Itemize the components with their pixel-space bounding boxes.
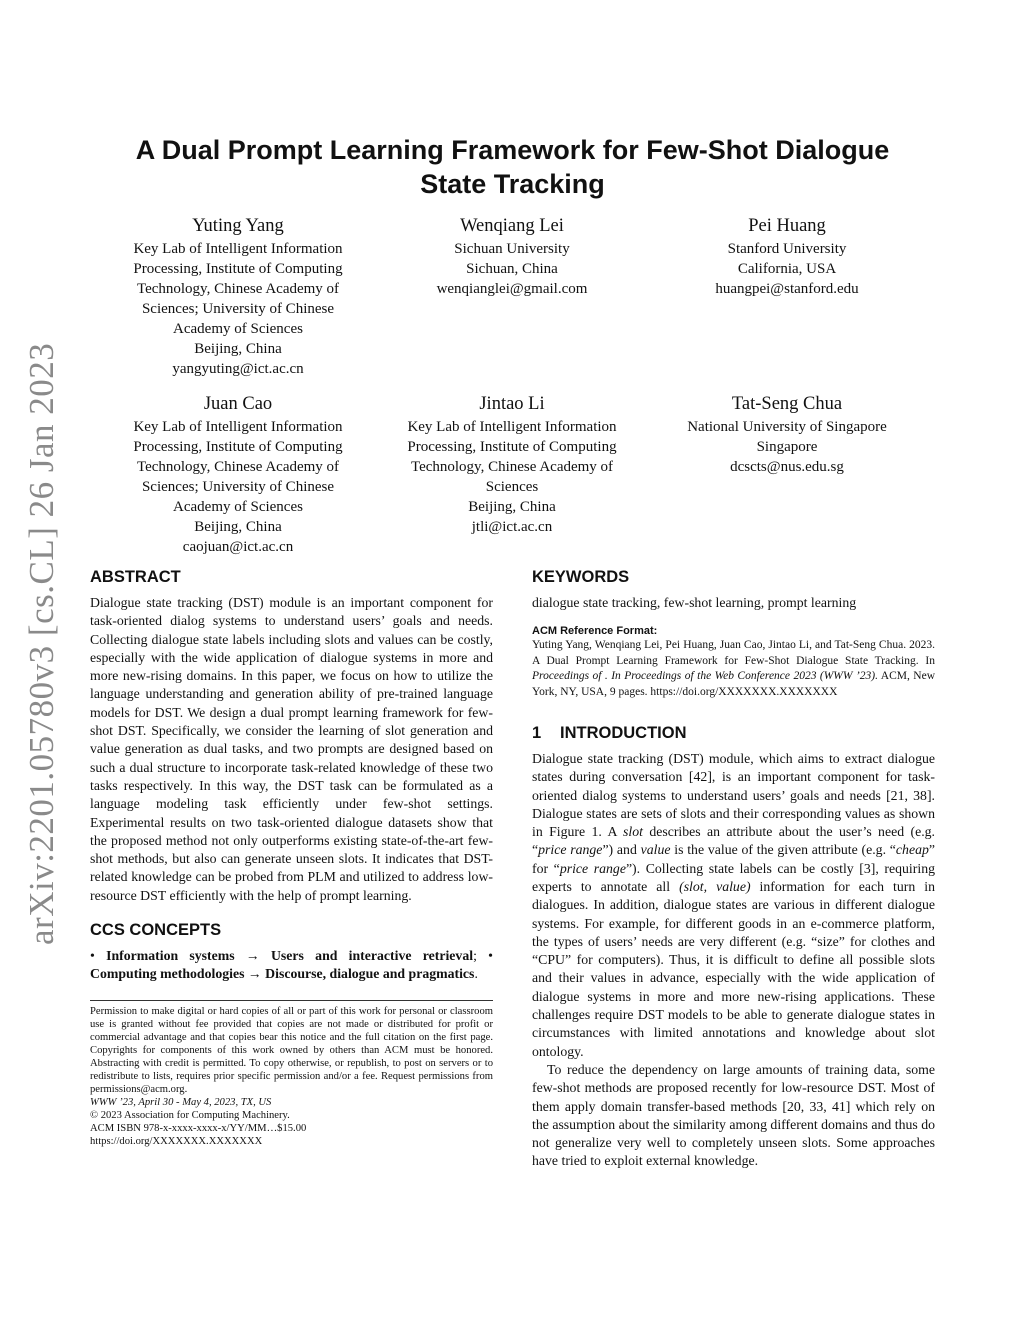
affiliation-line: Academy of Sciences: [173, 499, 303, 515]
affiliation-line: Beijing, China: [194, 519, 282, 535]
text-run: information for each turn in dialogues. In addition, dialogue states are various in different dialogue systems. For example, for different goods in an e-commerce platform, the types of users’ needs are very different (e.g. “size” for clothes and “CPU” for computers). Thus, it is difficult to define all possible slots and their values in advance, especially with the wide application of dialogue systems in more and more new-rising applications. These challenges require DST models to be able to generate dialogue states in circumstances with limited annotations and knowledge about slot ontology.: [532, 879, 935, 1059]
ccs-separator: ;: [473, 948, 477, 964]
author-name: Yuting Yang: [192, 216, 284, 236]
italic-term: value: [640, 842, 671, 858]
ccs-item-2: Computing methodologies: [90, 966, 245, 982]
affiliation-line: Technology, Chinese Academy of: [410, 459, 614, 475]
title-line-2: State Tracking: [420, 169, 605, 199]
affiliation-line: California, USA: [737, 261, 837, 277]
affiliation-line: Processing, Institute of Computing: [407, 439, 617, 455]
abstract-heading: ABSTRACT: [90, 568, 181, 586]
text-run: is the value of the given attribute (e.g. “: [670, 842, 896, 858]
author-block-juan-cao: [98, 392, 378, 557]
affiliation-line: Sichuan University: [454, 241, 570, 257]
italic-term: price range: [559, 860, 626, 876]
author-email[interactable]: caojuan@ict.ac.cn: [182, 539, 294, 555]
section-number: 1: [532, 723, 542, 742]
acm-reference-part: ACM, New York, NY, USA, 9 pages. https://doi.org/XXXXXXX.XXXXXXX: [532, 670, 935, 698]
affiliation-line: National University of Singapore: [687, 419, 887, 435]
isbn-line: ACM ISBN 978-x-xxxx-xxxx-x/YY/MM…$15.00: [90, 1122, 307, 1134]
arrow-icon: →: [247, 966, 262, 982]
author-block-jintao-li: [372, 392, 652, 537]
left-column: [90, 566, 493, 1148]
introduction-heading: [532, 722, 935, 744]
affiliation-line: Stanford University: [727, 241, 847, 257]
affiliation-line: Academy of Sciences: [173, 321, 303, 337]
ccs-bullet: •: [488, 948, 494, 964]
affiliation-line: Sichuan, China: [466, 261, 558, 277]
author-name: Pei Huang: [748, 216, 826, 236]
italic-term: slot: [623, 824, 643, 840]
author-email[interactable]: huangpei@stanford.edu: [715, 281, 859, 297]
abstract-text: Dialogue state tracking (DST) module is an important component for task-oriented dialog systems to understand users’ goals and needs. Collecting dialogue state labels including slots and values can be costly, especially with the wide application of dialogue systems in more and more new-rising domains. In this paper, we focus on how to utilize the language understanding and generation ability of pre-trained language models for DST. We design a dual prompt learning framework for few-shot DST. Specifically, we consider the learning of slot generation and value generation as dual tasks, and two prompts are designed based on such a dual structure to incorporate task-related knowledge of these two tasks respectively. In this way, the DST task can be formulated as a language modeling task efficiently under few-shot settings. Experimental results on two task-oriented dialogue datasets show that the proposed method not only outperforms existing state-of-the-art few-shot methods, but also can generate unseen slots. It indicates that DST-related knowledge can be probed from PLM and utilized to address low-resource DST efficiently with the help of prompt learning.: [90, 595, 493, 903]
ccs-period: .: [474, 966, 478, 982]
keywords-heading: KEYWORDS: [532, 568, 630, 586]
permission-footnote: [90, 1005, 493, 1148]
text-run: describes an attribute about the user’s need (e.g. “: [532, 824, 935, 858]
affiliation-line: Technology, Chinese Academy of: [136, 459, 340, 475]
title-line-1: A Dual Prompt Learning Framework for Few-Shot Dialogue: [135, 135, 890, 165]
ccs-item-1-sub: Users and interactive retrieval: [270, 948, 474, 964]
ccs-item-1: Information systems: [106, 948, 235, 964]
italic-term: (slot, value): [679, 879, 751, 894]
copyright-line: © 2023 Association for Computing Machinery.: [90, 1109, 290, 1121]
italic-term: price range: [538, 842, 603, 858]
author-name: Juan Cao: [203, 394, 273, 414]
text-run: ” for “: [532, 842, 935, 876]
author-email[interactable]: wenqianglei@gmail.com: [436, 281, 588, 297]
permission-text: Permission to make digital or hard copies of all or part of this work for personal or classroom use is granted without fee provided that copies are not made or distributed for profit or commercial advantage and that copies bear this notice and the full citation on the first page. Copyrights for components of this work owned by others than ACM must be honored. Abstracting with credit is permitted. To copy otherwise, or republish, to post on servers or to redistribute to lists, requires prior specific permission and/or a fee. Request permissions from permissions@acm.org.: [90, 1005, 493, 1095]
author-name: Wenqiang Lei: [460, 216, 564, 236]
affiliation-line: Processing, Institute of Computing: [133, 261, 343, 277]
arrow-icon: →: [245, 948, 260, 964]
affiliation-line: Sciences; University of Chinese: [141, 301, 335, 317]
acm-reference-text: [532, 638, 935, 700]
author-email[interactable]: dcscts@nus.edu.sg: [730, 459, 844, 475]
text-run: Dialogue state tracking (DST) module, which aims to extract dialogue states during conversation [42], is an important component for task-oriented dialog systems to understand users’ goals and needs [21, 38]. Dialogue states are sets of slots and their corresponding values as shown in Figure 1. A: [532, 750, 935, 840]
affiliation-line: Technology, Chinese Academy of: [136, 281, 340, 297]
affiliation-line: Key Lab of Intelligent Information: [133, 241, 343, 257]
paper-title: [90, 133, 935, 201]
ccs-item-2-sub: Discourse, dialogue and pragmatics: [265, 966, 475, 982]
conference-info-text: WWW ’23, April 30 - May 4, 2023, TX, US: [90, 1096, 272, 1108]
keywords-text: dialogue state tracking, few-shot learning, prompt learning: [532, 595, 857, 610]
affiliation-line: Key Lab of Intelligent Information: [133, 419, 343, 435]
text-run: ”). Collecting state labels can be costly [3], requiring experts to annotate all: [532, 860, 935, 894]
ccs-bullet: •: [90, 948, 95, 964]
affiliation-line: Key Lab of Intelligent Information: [407, 419, 617, 435]
ccs-concepts: [90, 947, 493, 984]
acm-reference: [532, 624, 935, 700]
right-column: [532, 566, 935, 1171]
affiliation-line: Processing, Institute of Computing: [133, 439, 343, 455]
doi-link[interactable]: https://doi.org/XXXXXXX.XXXXXXX: [90, 1135, 263, 1147]
affiliation-line: Singapore: [756, 439, 818, 455]
conference-info: [90, 1096, 493, 1109]
affiliation-line: Sciences; University of Chinese: [141, 479, 335, 495]
ccs-heading: CCS CONCEPTS: [90, 921, 222, 940]
affiliation-line: Beijing, China: [468, 499, 556, 515]
acm-reference-heading: ACM Reference Format:: [532, 625, 658, 638]
text-run: ”) and: [602, 842, 641, 858]
author-block-yuting-yang: [98, 214, 378, 379]
affiliation-line: Beijing, China: [194, 341, 282, 357]
acm-reference-venue: Proceedings of . In Proceedings of the Web Conference 2023 (WWW ’23).: [532, 670, 878, 683]
affiliation-line: Sciences: [485, 479, 539, 495]
author-block-wenqiang-lei: [372, 214, 652, 299]
author-block-tat-seng-chua: [647, 392, 927, 477]
author-email[interactable]: yangyuting@ict.ac.cn: [172, 361, 304, 377]
intro-paragraph-1: [532, 750, 935, 1061]
intro-paragraph-2: To reduce the dependency on large amounts of training data, some few-shot methods are proposed recently for low-resource DST. Most of them apply domain transfer-based methods [20, 33, 41] which rely on the assumption about the similarity among different domains and thus do not generalize very well to completely unseen slots. Some approaches have tried to exploit external knowledge.: [532, 1061, 935, 1169]
section-title: INTRODUCTION: [560, 723, 687, 742]
italic-term: cheap: [895, 842, 929, 858]
author-email[interactable]: jtli@ict.ac.cn: [471, 519, 553, 535]
arxiv-stamp: arXiv:2201.05780v3 [cs.CL] 26 Jan 2023: [22, 342, 61, 945]
author-name: Tat-Seng Chua: [731, 394, 843, 414]
author-name: Jintao Li: [479, 394, 545, 414]
acm-reference-part: Yuting Yang, Wenqiang Lei, Pei Huang, Juan Cao, Jintao Li, and Tat-Seng Chua. 2023. A Dual Prompt Learning Framework for Few-Shot Dialogue State Tracking. In: [532, 639, 935, 667]
footnote-divider: [90, 1000, 493, 1001]
author-block-pei-huang: [647, 214, 927, 299]
